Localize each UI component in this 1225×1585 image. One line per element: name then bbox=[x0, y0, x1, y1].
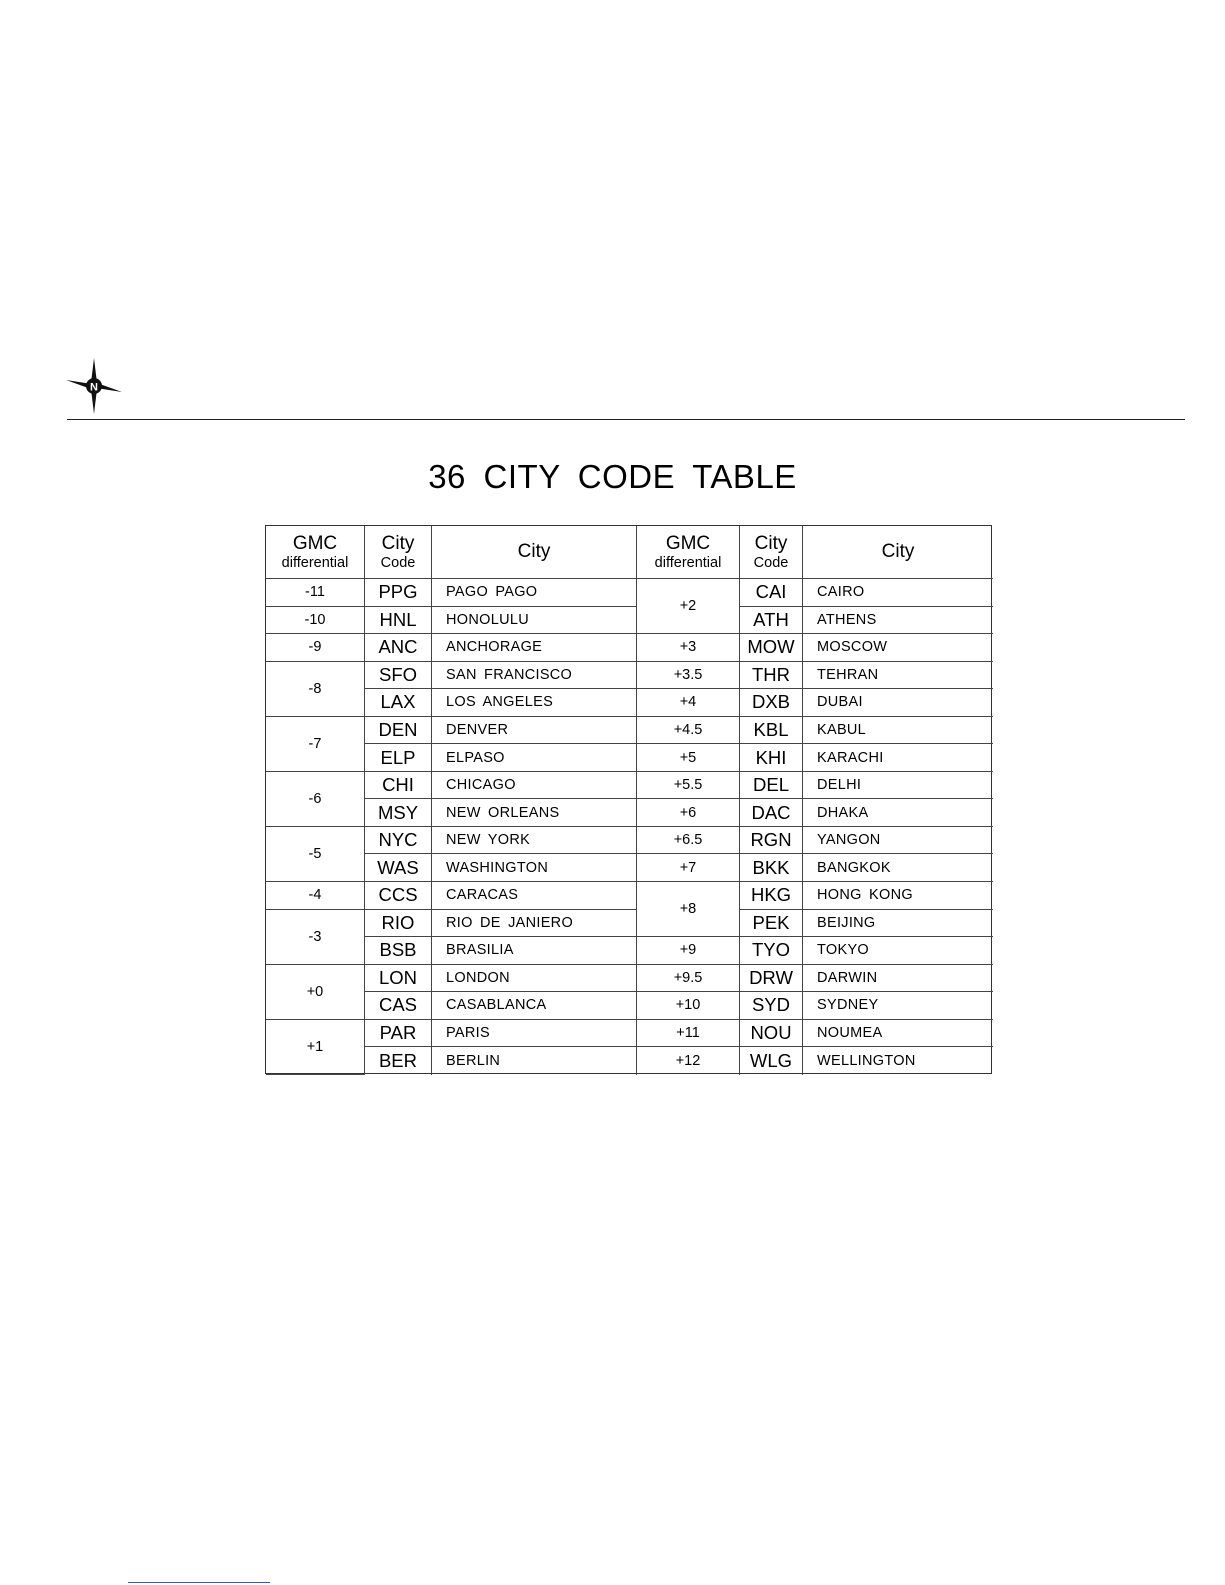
city-code-cell: ELP bbox=[365, 744, 432, 772]
city-code-cell: HKG bbox=[740, 882, 803, 910]
city-code-cell: DEL bbox=[740, 772, 803, 800]
header-city-label: City bbox=[381, 532, 415, 554]
city-code-cell: WAS bbox=[365, 854, 432, 882]
city-code-cell: DXB bbox=[740, 689, 803, 717]
city-name-cell: LONDON bbox=[432, 965, 637, 993]
city-name-cell: HONOLULU bbox=[432, 607, 637, 635]
city-name-cell: SAN FRANCISCO bbox=[432, 662, 637, 690]
city-name-cell: CARACAS bbox=[432, 882, 637, 910]
city-name-cell: ELPASO bbox=[432, 744, 637, 772]
header-city-code-left bbox=[365, 526, 432, 579]
header-city-right: City bbox=[803, 526, 993, 579]
city-name-cell: KABUL bbox=[803, 717, 993, 745]
city-code-cell: ANC bbox=[365, 634, 432, 662]
city-name-cell: KARACHI bbox=[803, 744, 993, 772]
city-code-cell: DEN bbox=[365, 717, 432, 745]
city-name-cell: DUBAI bbox=[803, 689, 993, 717]
city-code-cell: DRW bbox=[740, 965, 803, 993]
gmc-cell: +5 bbox=[637, 744, 740, 772]
gmc-cell: -10 bbox=[266, 607, 365, 635]
city-code-cell: KHI bbox=[740, 744, 803, 772]
gmc-cell: +6 bbox=[637, 799, 740, 827]
city-name-cell: RIO DE JANIERO bbox=[432, 910, 637, 938]
city-code-cell: SYD bbox=[740, 992, 803, 1020]
city-name-cell: CAIRO bbox=[803, 579, 993, 607]
city-name-cell: BRASILIA bbox=[432, 937, 637, 965]
city-name-cell: CHICAGO bbox=[432, 772, 637, 800]
gmc-cell: -11 bbox=[266, 579, 365, 607]
city-name-cell: YANGON bbox=[803, 827, 993, 855]
gmc-cell: +3 bbox=[637, 634, 740, 662]
city-code-cell: PPG bbox=[365, 579, 432, 607]
header-code-label: Code bbox=[753, 554, 789, 571]
city-name-cell: BEIJING bbox=[803, 910, 993, 938]
gmc-cell: +9 bbox=[637, 937, 740, 965]
gmc-cell: +4 bbox=[637, 689, 740, 717]
header-differential-label: differential bbox=[281, 554, 349, 571]
city-name-cell: PAGO PAGO bbox=[432, 579, 637, 607]
header-city-code-right bbox=[740, 526, 803, 579]
city-name-cell: CASABLANCA bbox=[432, 992, 637, 1020]
city-code-cell: KBL bbox=[740, 717, 803, 745]
gmc-cell: +12 bbox=[637, 1047, 740, 1075]
gmc-cell: -6 bbox=[266, 772, 365, 827]
city-code-cell: MOW bbox=[740, 634, 803, 662]
city-name-cell: DHAKA bbox=[803, 799, 993, 827]
city-name-cell: TEHRAN bbox=[803, 662, 993, 690]
city-code-cell: HNL bbox=[365, 607, 432, 635]
gmc-cell: +2 bbox=[637, 579, 740, 634]
city-code-cell: MSY bbox=[365, 799, 432, 827]
city-code-cell: RIO bbox=[365, 910, 432, 938]
city-code-cell: THR bbox=[740, 662, 803, 690]
city-code-cell: LAX bbox=[365, 689, 432, 717]
city-code-cell: ATH bbox=[740, 607, 803, 635]
city-code-cell: PEK bbox=[740, 910, 803, 938]
city-name-cell: BANGKOK bbox=[803, 854, 993, 882]
svg-text:N: N bbox=[90, 381, 98, 394]
gmc-cell: +5.5 bbox=[637, 772, 740, 800]
city-name-cell: DENVER bbox=[432, 717, 637, 745]
city-name-cell: WELLINGTON bbox=[817, 1053, 916, 1070]
gmc-cell: +7 bbox=[637, 854, 740, 882]
header-gmc-label: GMC bbox=[665, 532, 711, 554]
gmc-cell: +1 bbox=[266, 1020, 365, 1075]
header-code-label: Code bbox=[380, 554, 416, 571]
header-city-label: City bbox=[754, 532, 788, 554]
gmc-cell: -7 bbox=[266, 717, 365, 772]
city-code-cell: LON bbox=[365, 965, 432, 993]
gmc-cell: +11 bbox=[637, 1020, 740, 1048]
gmc-cell: +4.5 bbox=[637, 717, 740, 745]
gmc-cell: -9 bbox=[266, 634, 365, 662]
city-code-cell: SFO bbox=[365, 662, 432, 690]
city-code-cell: RGN bbox=[740, 827, 803, 855]
city-code-cell: NYC bbox=[365, 827, 432, 855]
city-code-table bbox=[265, 525, 992, 1074]
header-gmc-label: GMC bbox=[292, 532, 338, 554]
gmc-cell: +0 bbox=[266, 965, 365, 1020]
city-name-cell: ATHENS bbox=[803, 607, 993, 635]
city-name-cell: WASHINGTON bbox=[432, 854, 637, 882]
city-name-cell: SYDNEY bbox=[803, 992, 993, 1020]
city-name-cell: MOSCOW bbox=[803, 634, 993, 662]
city-name-cell: ANCHORAGE bbox=[432, 634, 637, 662]
city-name-cell: DELHI bbox=[803, 772, 993, 800]
gmc-cell: -8 bbox=[266, 662, 365, 717]
city-name-cell: NEW YORK bbox=[432, 827, 637, 855]
header-gmc-left bbox=[266, 526, 365, 579]
header-differential-label: differential bbox=[654, 554, 722, 571]
gmc-cell: +6.5 bbox=[637, 827, 740, 855]
city-code-cell: BER bbox=[365, 1047, 432, 1075]
gmc-cell: +9.5 bbox=[637, 965, 740, 993]
city-name-cell: NEW ORLEANS bbox=[432, 799, 637, 827]
city-code-cell: CHI bbox=[365, 772, 432, 800]
gmc-cell: +3.5 bbox=[637, 662, 740, 690]
city-name-cell: TOKYO bbox=[803, 937, 993, 965]
city-code-cell: WLG bbox=[740, 1047, 803, 1075]
city-name-cell: NOUMEA bbox=[803, 1020, 993, 1048]
city-name-cell: HONG KONG bbox=[803, 882, 993, 910]
gmc-cell: -3 bbox=[266, 910, 365, 965]
city-code-cell: NOU bbox=[740, 1020, 803, 1048]
city-name-cell: LOS ANGELES bbox=[432, 689, 637, 717]
city-name-cell: BERLIN bbox=[432, 1047, 637, 1075]
header-city-left: City bbox=[432, 526, 637, 579]
gmc-cell: +8 bbox=[637, 882, 740, 937]
compass-star-icon bbox=[64, 356, 124, 416]
city-code-cell: CCS bbox=[365, 882, 432, 910]
footer-link-line bbox=[128, 1582, 270, 1583]
page-title: 36 CITY CODE TABLE bbox=[428, 458, 797, 495]
city-code-cell: TYO bbox=[740, 937, 803, 965]
gmc-cell: -5 bbox=[266, 827, 365, 882]
header-gmc-right bbox=[637, 526, 740, 579]
city-code-cell: CAI bbox=[740, 579, 803, 607]
city-code-cell: CAS bbox=[365, 992, 432, 1020]
city-code-cell: PAR bbox=[365, 1020, 432, 1048]
city-name-cell: PARIS bbox=[432, 1020, 637, 1048]
gmc-cell: +10 bbox=[637, 992, 740, 1020]
city-code-cell: DAC bbox=[740, 799, 803, 827]
city-name-cell: DARWIN bbox=[803, 965, 993, 993]
city-code-cell: BSB bbox=[365, 937, 432, 965]
gmc-cell: -4 bbox=[266, 882, 365, 910]
city-code-cell: BKK bbox=[740, 854, 803, 882]
header-rule bbox=[67, 419, 1185, 420]
